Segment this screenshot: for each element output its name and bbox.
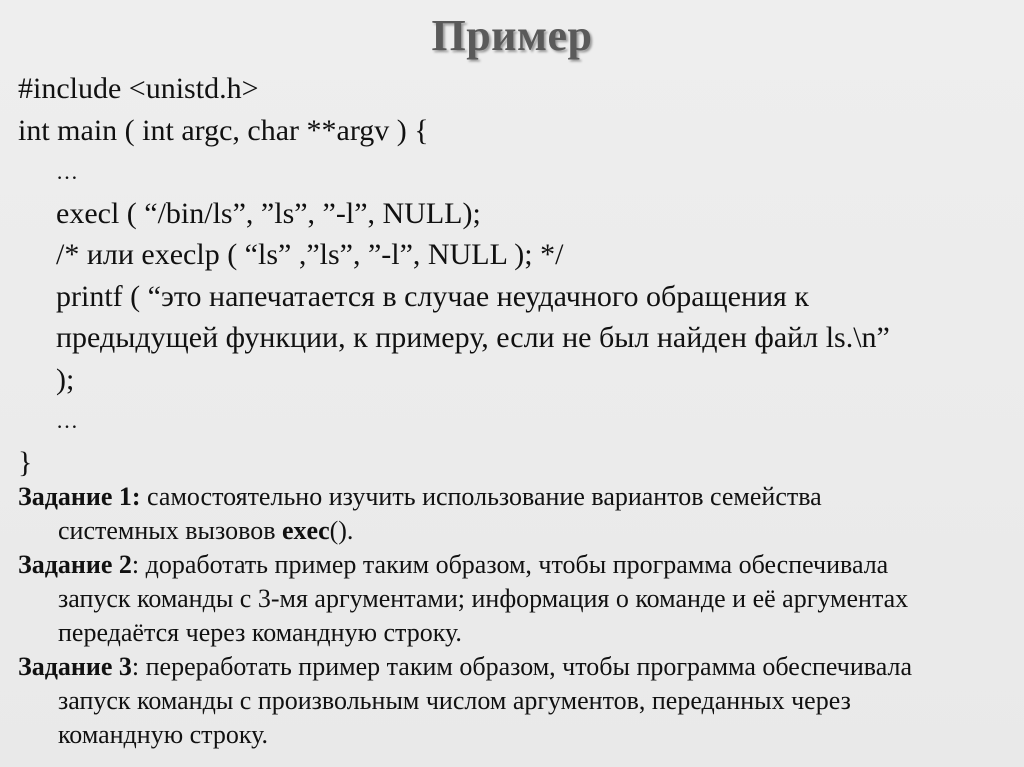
task-3-text-line2: запуск команды с произвольным числом аргументов, переданных через	[58, 686, 851, 715]
code-line-execl: execl ( “/bin/ls”, ”ls”, ”-l”, NULL);	[56, 196, 481, 230]
task-1-text-line2: системных вызовов	[58, 516, 282, 545]
task-1-exec-keyword: exec	[281, 516, 330, 545]
task-1	[18, 480, 1008, 548]
code-line-main: int main ( int argc, char **argv ) {	[18, 113, 429, 147]
slide-title: Пример	[431, 11, 593, 60]
task-2-text-line1: : доработать пример таким образом, чтобы программа обеспечивала	[131, 550, 889, 579]
task-2-text-line3: передаётся через командную строку.	[58, 618, 462, 647]
task-3-label: Задание 3	[18, 652, 132, 681]
task-1-text-line1: самостоятельно изучить использование вариантов семейства	[140, 482, 822, 511]
code-example	[18, 68, 1018, 483]
task-1-text-suffix: ().	[329, 516, 354, 545]
code-line-printf: printf ( “это напечатается в случае неудачного обращения к	[56, 279, 809, 313]
code-ellipsis-top: …	[56, 159, 80, 184]
code-line-include: #include <unistd.h>	[18, 72, 259, 105]
task-3	[18, 650, 1008, 752]
task-2-label: Задание 2	[18, 550, 132, 579]
task-1-label: Задание 1:	[18, 482, 141, 511]
task-3-text-line3: командную строку.	[58, 720, 268, 749]
task-2	[18, 548, 1008, 650]
task-list	[18, 480, 1008, 752]
code-line-printf-close: );	[56, 362, 75, 396]
code-ellipsis-bottom: …	[56, 408, 80, 433]
code-line-closing-brace: }	[18, 445, 33, 479]
code-line-execlp-comment: /* или execlp ( “ls” ,”ls”, ”-l”, NULL ); */	[56, 238, 564, 271]
task-2-text-line2: запуск команды с 3-мя аргументами; информация о команде и её аргументах	[58, 584, 909, 613]
task-3-text-line1: : переработать пример таким образом, чтобы программа обеспечивала	[131, 652, 912, 681]
code-line-printf-cont: предыдущей функции, к примеру, если не был найден файл ls.\n”	[56, 321, 890, 354]
